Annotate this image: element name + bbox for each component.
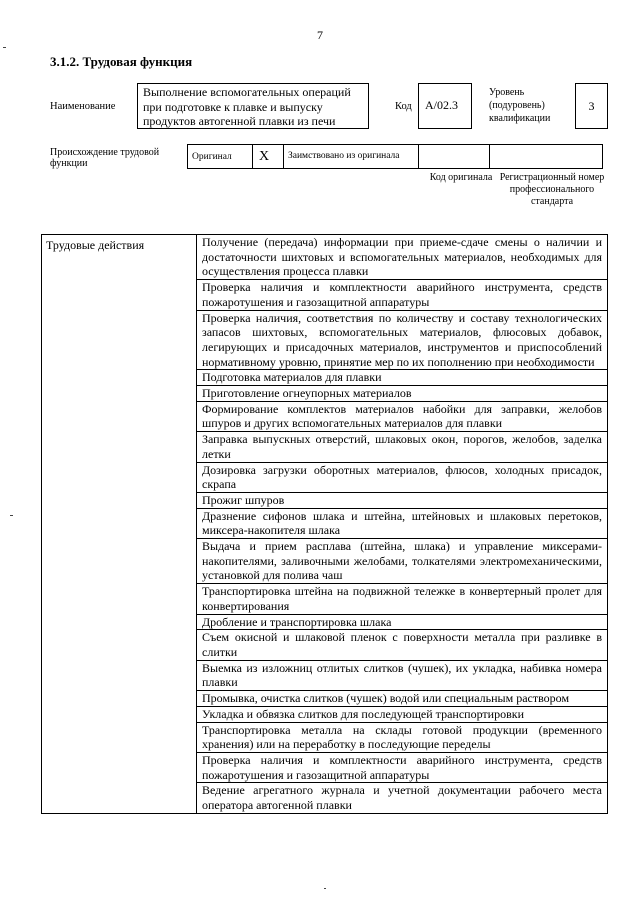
origin-table — [187, 144, 603, 169]
origin-label: Происхождение трудовой функции — [50, 147, 160, 169]
code-label: Код — [395, 101, 412, 112]
labor-actions-label: Трудовые действия — [42, 235, 197, 814]
labor-action-item: Дробление и транспортировка шлака — [197, 614, 608, 630]
level-label: Уровень (подуровень) квалификации — [489, 87, 551, 124]
labor-action-item: Укладка и обвязка слитков для последующей транспортировки — [197, 706, 608, 722]
labor-action-item: Съем окисной и шлаковой пленок с поверхности металла при разливке в слитки — [197, 630, 608, 660]
labor-action-item: Транспортировка штейна на подвижной тележке в конвертерный пролет для конвертирования — [197, 584, 608, 614]
labor-action-item: Получение (передача) информации при приеме-сдаче смены о наличии и достаточности шихтовых и вспомогательных материалов, необходимых для осуществления процесса плавки — [197, 235, 608, 280]
original-mark: X — [253, 145, 284, 169]
code-original-cell — [419, 145, 490, 169]
borrowed-label: Заимствовано из оригинала — [284, 145, 419, 169]
labor-action-item: Подготовка материалов для плавки — [197, 370, 608, 386]
labor-action-item: Проверка наличия, соответствия по количеству и составу технологических запасов шихтовых, вспомогательных материалов, флюсовых добавок, легирующих и присадочных материалов, инструментов и приспособлений нормативному уровню, принятие мер по их пополнению при необходимости — [197, 310, 608, 370]
scan-mark — [10, 515, 13, 516]
labor-action-item: Заправка выпускных отверстий, шлаковых окон, порогов, желобов, заделка летки — [197, 432, 608, 462]
original-label: Оригинал — [188, 145, 253, 169]
reg-number-caption: Регистрационный номер профессионального стандарта — [499, 172, 605, 207]
table-row — [42, 235, 608, 280]
labor-action-item: Дразнение сифонов шлака и штейна, штейновых и шлаковых перетоков, миксера-накопителя шлака — [197, 508, 608, 538]
labor-action-item: Проверка наличия и комплектности аварийного инструмента, средств пожаротушения и газозащитной аппаратуры — [197, 752, 608, 782]
labor-action-item: Ведение агрегатного журнала и учетной документации рабочего места оператора автогенной плавки — [197, 783, 608, 813]
level-value-box: 3 — [575, 83, 608, 129]
labor-action-item: Прожиг шпуров — [197, 492, 608, 508]
name-label: Наименование — [50, 101, 116, 112]
scan-mark — [3, 47, 6, 48]
labor-action-item: Выемка из изложниц отлитых слитков (чушек), их укладка, набивка номера плавки — [197, 660, 608, 690]
labor-action-item: Транспортировка металла на склады готовой продукции (временного хранения) или на переработку в последующие переделы — [197, 722, 608, 752]
labor-actions-table — [41, 234, 608, 814]
code-original-caption: Код оригинала — [429, 172, 493, 183]
labor-action-item: Промывка, очистка слитков (чушек) водой или специальным раствором — [197, 691, 608, 707]
labor-action-item: Проверка наличия и комплектности аварийного инструмента, средств пожаротушения и газозащитной аппаратуры — [197, 280, 608, 310]
labor-action-item: Формирование комплектов материалов набойки для заправки, желобов шпуров и других вспомогательных материалов для плавки — [197, 401, 608, 431]
section-title: 3.1.2. Трудовая функция — [50, 54, 193, 69]
labor-action-item: Дозировка загрузки оборотных материалов, флюсов, холодных присадок, скрапа — [197, 462, 608, 492]
code-value-box: А/02.3 — [418, 83, 472, 129]
labor-action-item: Выдача и прием расплава (штейна, шлака) и управление миксерами-накопителями, заливочными желобами, толкателями электромеханическими, установкой для полива чаш — [197, 539, 608, 584]
scan-mark — [324, 888, 326, 889]
page-number: 7 — [317, 28, 323, 42]
reg-number-cell — [490, 145, 603, 169]
function-name-box: Выполнение вспомогательных операций при подготовке к плавке и выпуску продуктов автогенной плавки из печи — [137, 83, 369, 129]
labor-action-item: Приготовление огнеупорных материалов — [197, 386, 608, 402]
